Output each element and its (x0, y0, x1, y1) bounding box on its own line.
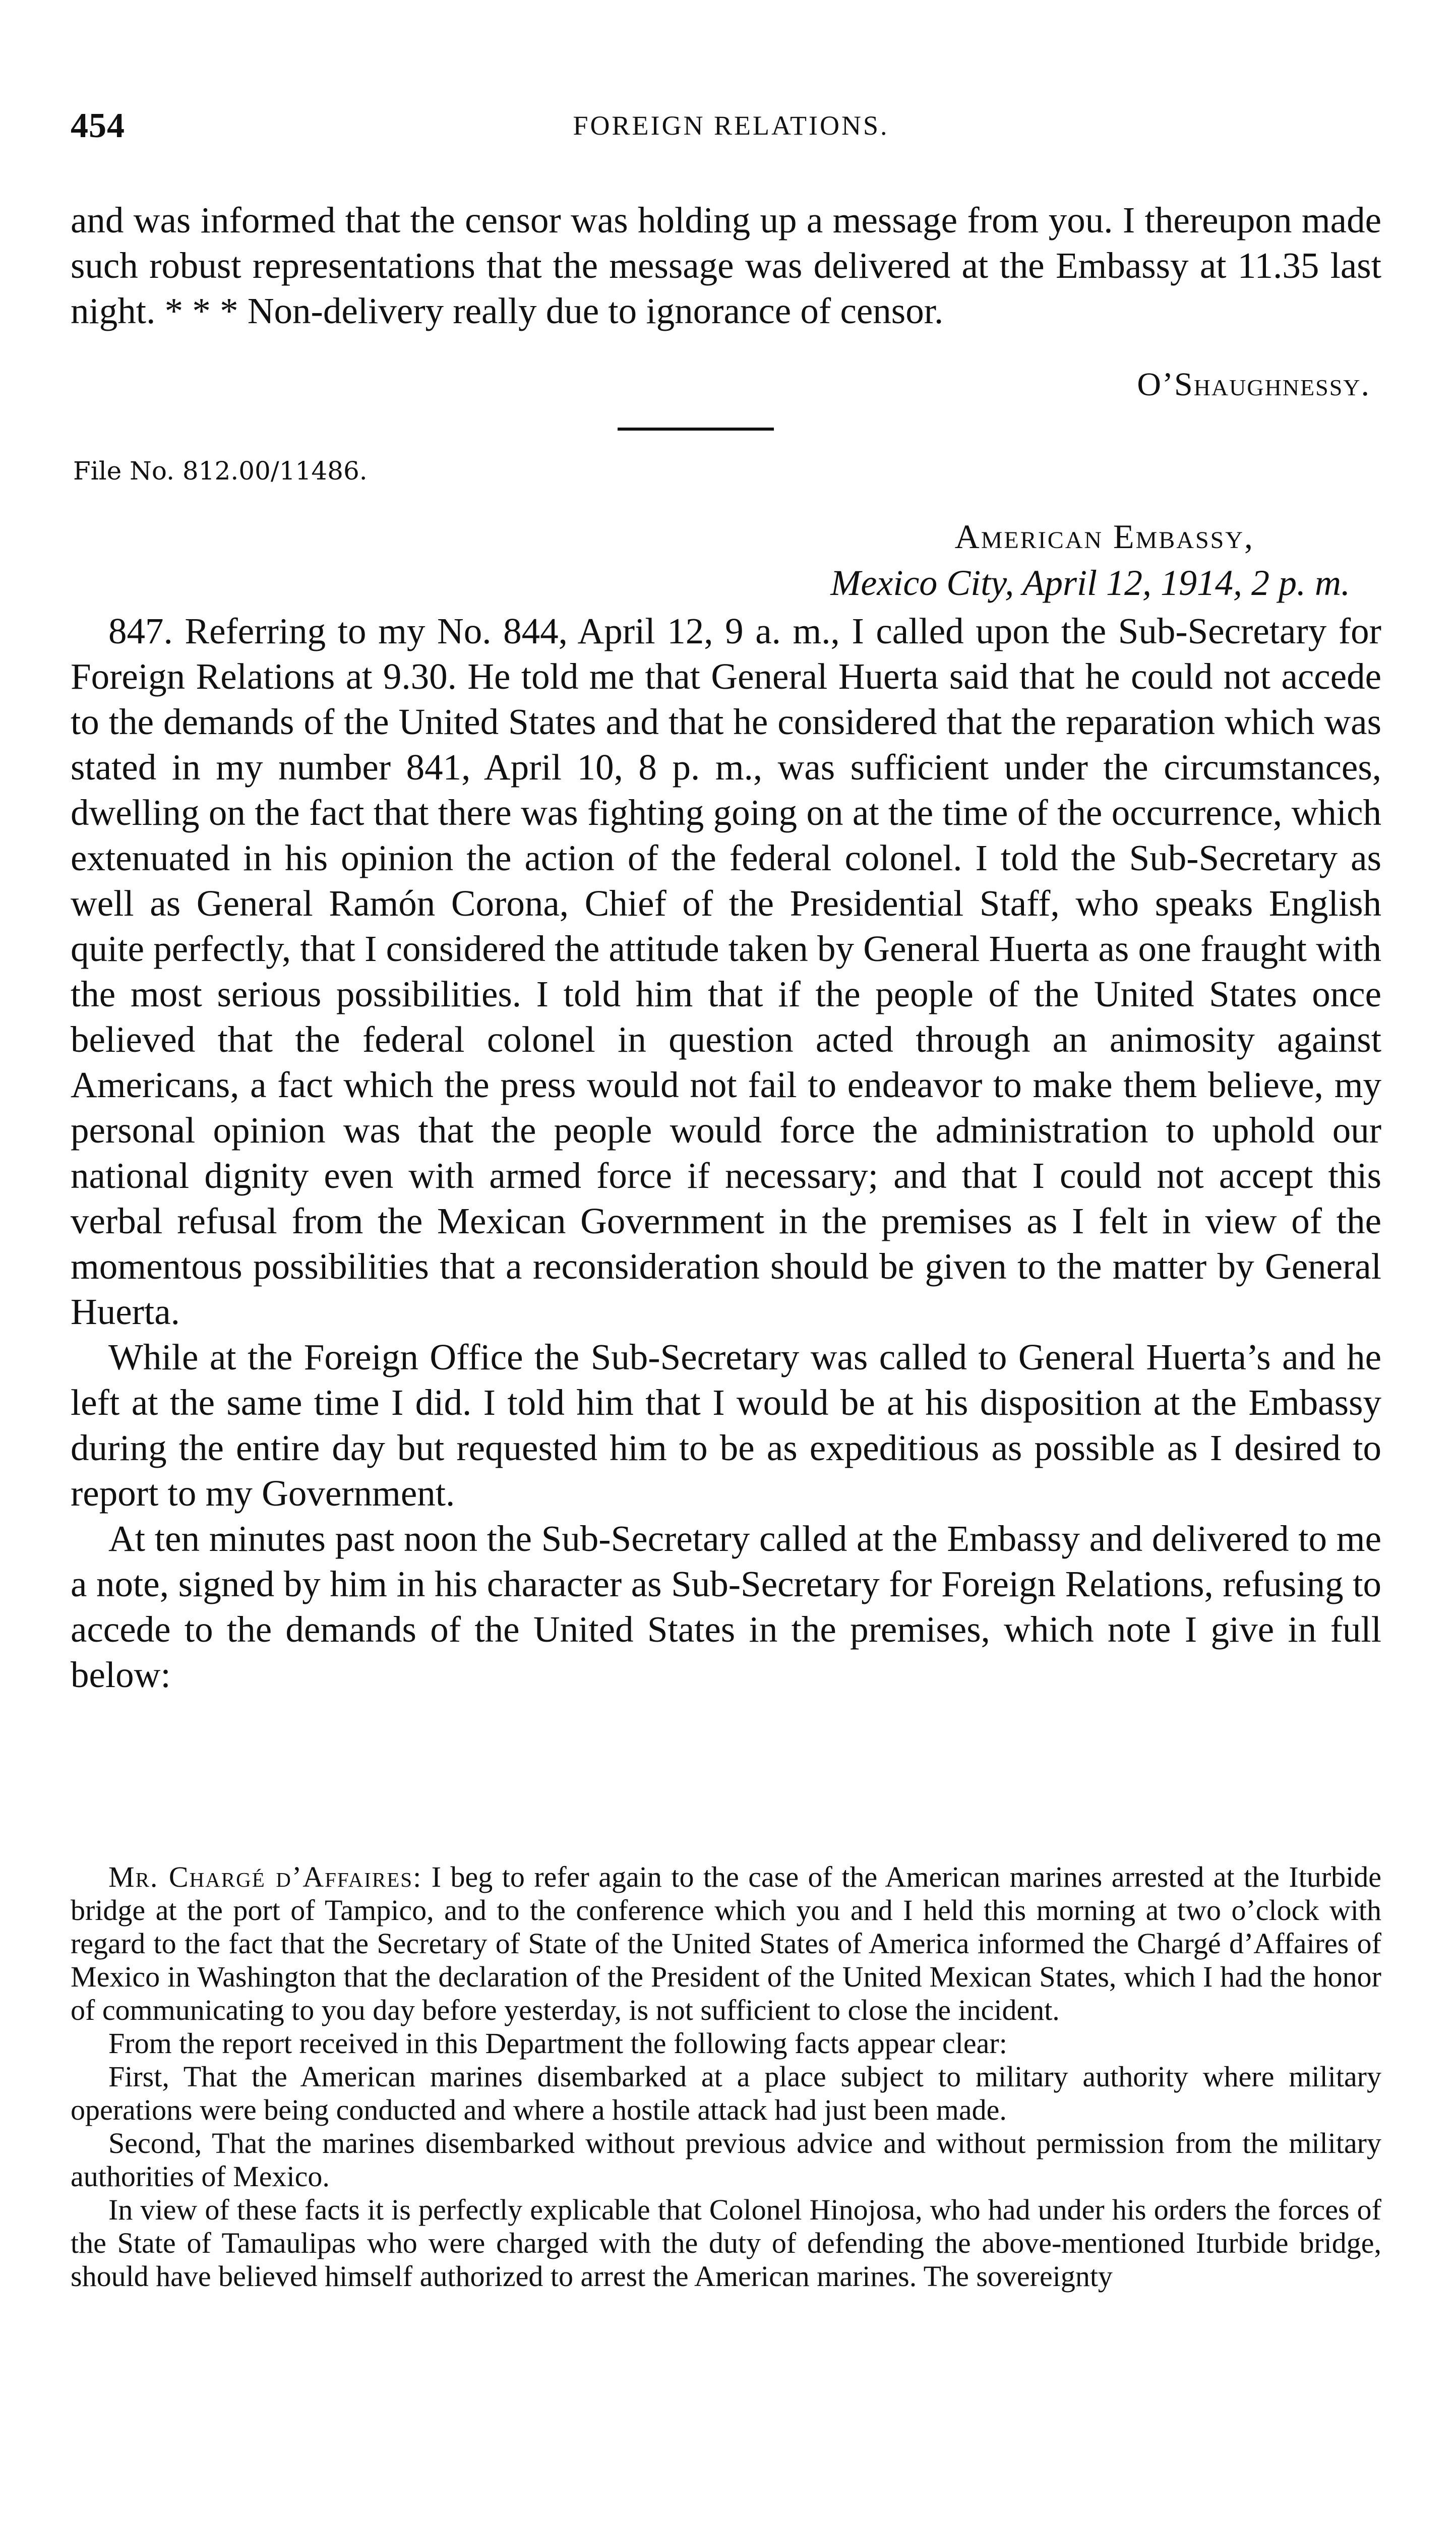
quoted-note-paragraph: In view of these facts it is perfectly explicable that Colonel Hinojosa, who had under his orders the forces of the State of Tamaulipas who were charged with the duty of defending the above-mentioned Iturbide bridge, should have believed himself authorized to arrest the American marines. The sovereignty (71, 2193, 1381, 2293)
quoted-note-text: I beg to refer again to the case of the American marines arrested at the Iturbide bridge at the port of Tampico, and to the conference which you and I held this morning at two o’clock with regard to the fact that the Secretary of State of the United States of America informed the Chargé d’Affaires of Mexico in Washington that the declaration of the President of the United Mexican States, which I had the honor of communicating to you day before yesterday, is not sufficient to close the incident. (71, 1860, 1381, 2026)
section-divider (618, 428, 774, 431)
quoted-note-salutation: Mr. Chargé d’Affaires: (108, 1860, 422, 1893)
quoted-note-paragraph (71, 1860, 1381, 2027)
page-header (71, 106, 1391, 161)
page-number: 454 (71, 106, 125, 145)
dateline-origin: American Embassy, (954, 517, 1254, 556)
main-message-body (71, 609, 1381, 1698)
file-number: File No. 812.00/11486. (73, 456, 368, 486)
dateline-place-date: Mexico City, April 12, 1914, 2 p. m. (830, 563, 1350, 603)
running-head: FOREIGN RELATIONS. (573, 110, 889, 141)
quoted-note (71, 1860, 1381, 2293)
quoted-note-paragraph: Second, That the marines disembarked without previous advice and without permission from the military authorities of Mexico. (71, 2127, 1381, 2193)
quoted-note-paragraph: First, That the American marines disembarked at a place subject to military authority where military operations were being conducted and where a hostile attack had just been made. (71, 2060, 1381, 2126)
opening-paragraph: and was informed that the censor was holding up a message from you. I thereupon made such robust representations that the message was delivered at the Embassy at 11.35 last night. * * * Non-delivery really due to ignorance of censor. (71, 200, 1381, 331)
message-paragraph: 847. Referring to my No. 844, April 12, 9 a. m., I called upon the Sub-Secretary for Foreign Relations at 9.30. He told me that General Huerta said that he could not accede to the demands of the United States and that he considered that the reparation which was stated in my number 841, April 10, 8 p. m., was sufficient under the circumstances, dwelling on the fact that there was fighting going on at the time of the occurrence, which extenuated in his opinion the action of the federal colonel. I told the Sub-Secretary as well as General Ramón Corona, Chief of the Presidential Staff, who speaks English quite perfectly, that I considered the attitude taken by General Huerta as one fraught with the most serious possibilities. I told him that if the people of the United States once believed that the federal colonel in question acted through an animosity against Americans, a fact which the press would not fail to endeavor to make them believe, my personal opinion was that the people would force the administration to uphold our national dignity even with armed force if necessary; and that I could not accept this verbal refusal from the Mexican Government in the premises as I felt in view of the momentous possibilities that a reconsideration should be given to the matter by General Huerta. (71, 611, 1381, 1332)
quoted-note-paragraph: From the report received in this Department the following facts appear clear: (108, 2027, 1007, 2060)
opening-paragraph-block (71, 198, 1381, 334)
message-paragraph: At ten minutes past noon the Sub-Secretary called at the Embassy and delivered to me a note, signed by him in his character as Sub-Secretary for Foreign Relations, refusing to accede to the demands of the United States in the premises, which note I give in full below: (71, 1518, 1381, 1695)
signature: O’Shaughnessy. (1137, 366, 1370, 403)
message-paragraph: While at the Foreign Office the Sub-Secretary was called to General Huerta’s and he left at the same time I did. I told him that I would be at his disposition at the Embassy during the entire day but requested him to be as expeditious as possible as I desired to report to my Government. (71, 1337, 1381, 1514)
